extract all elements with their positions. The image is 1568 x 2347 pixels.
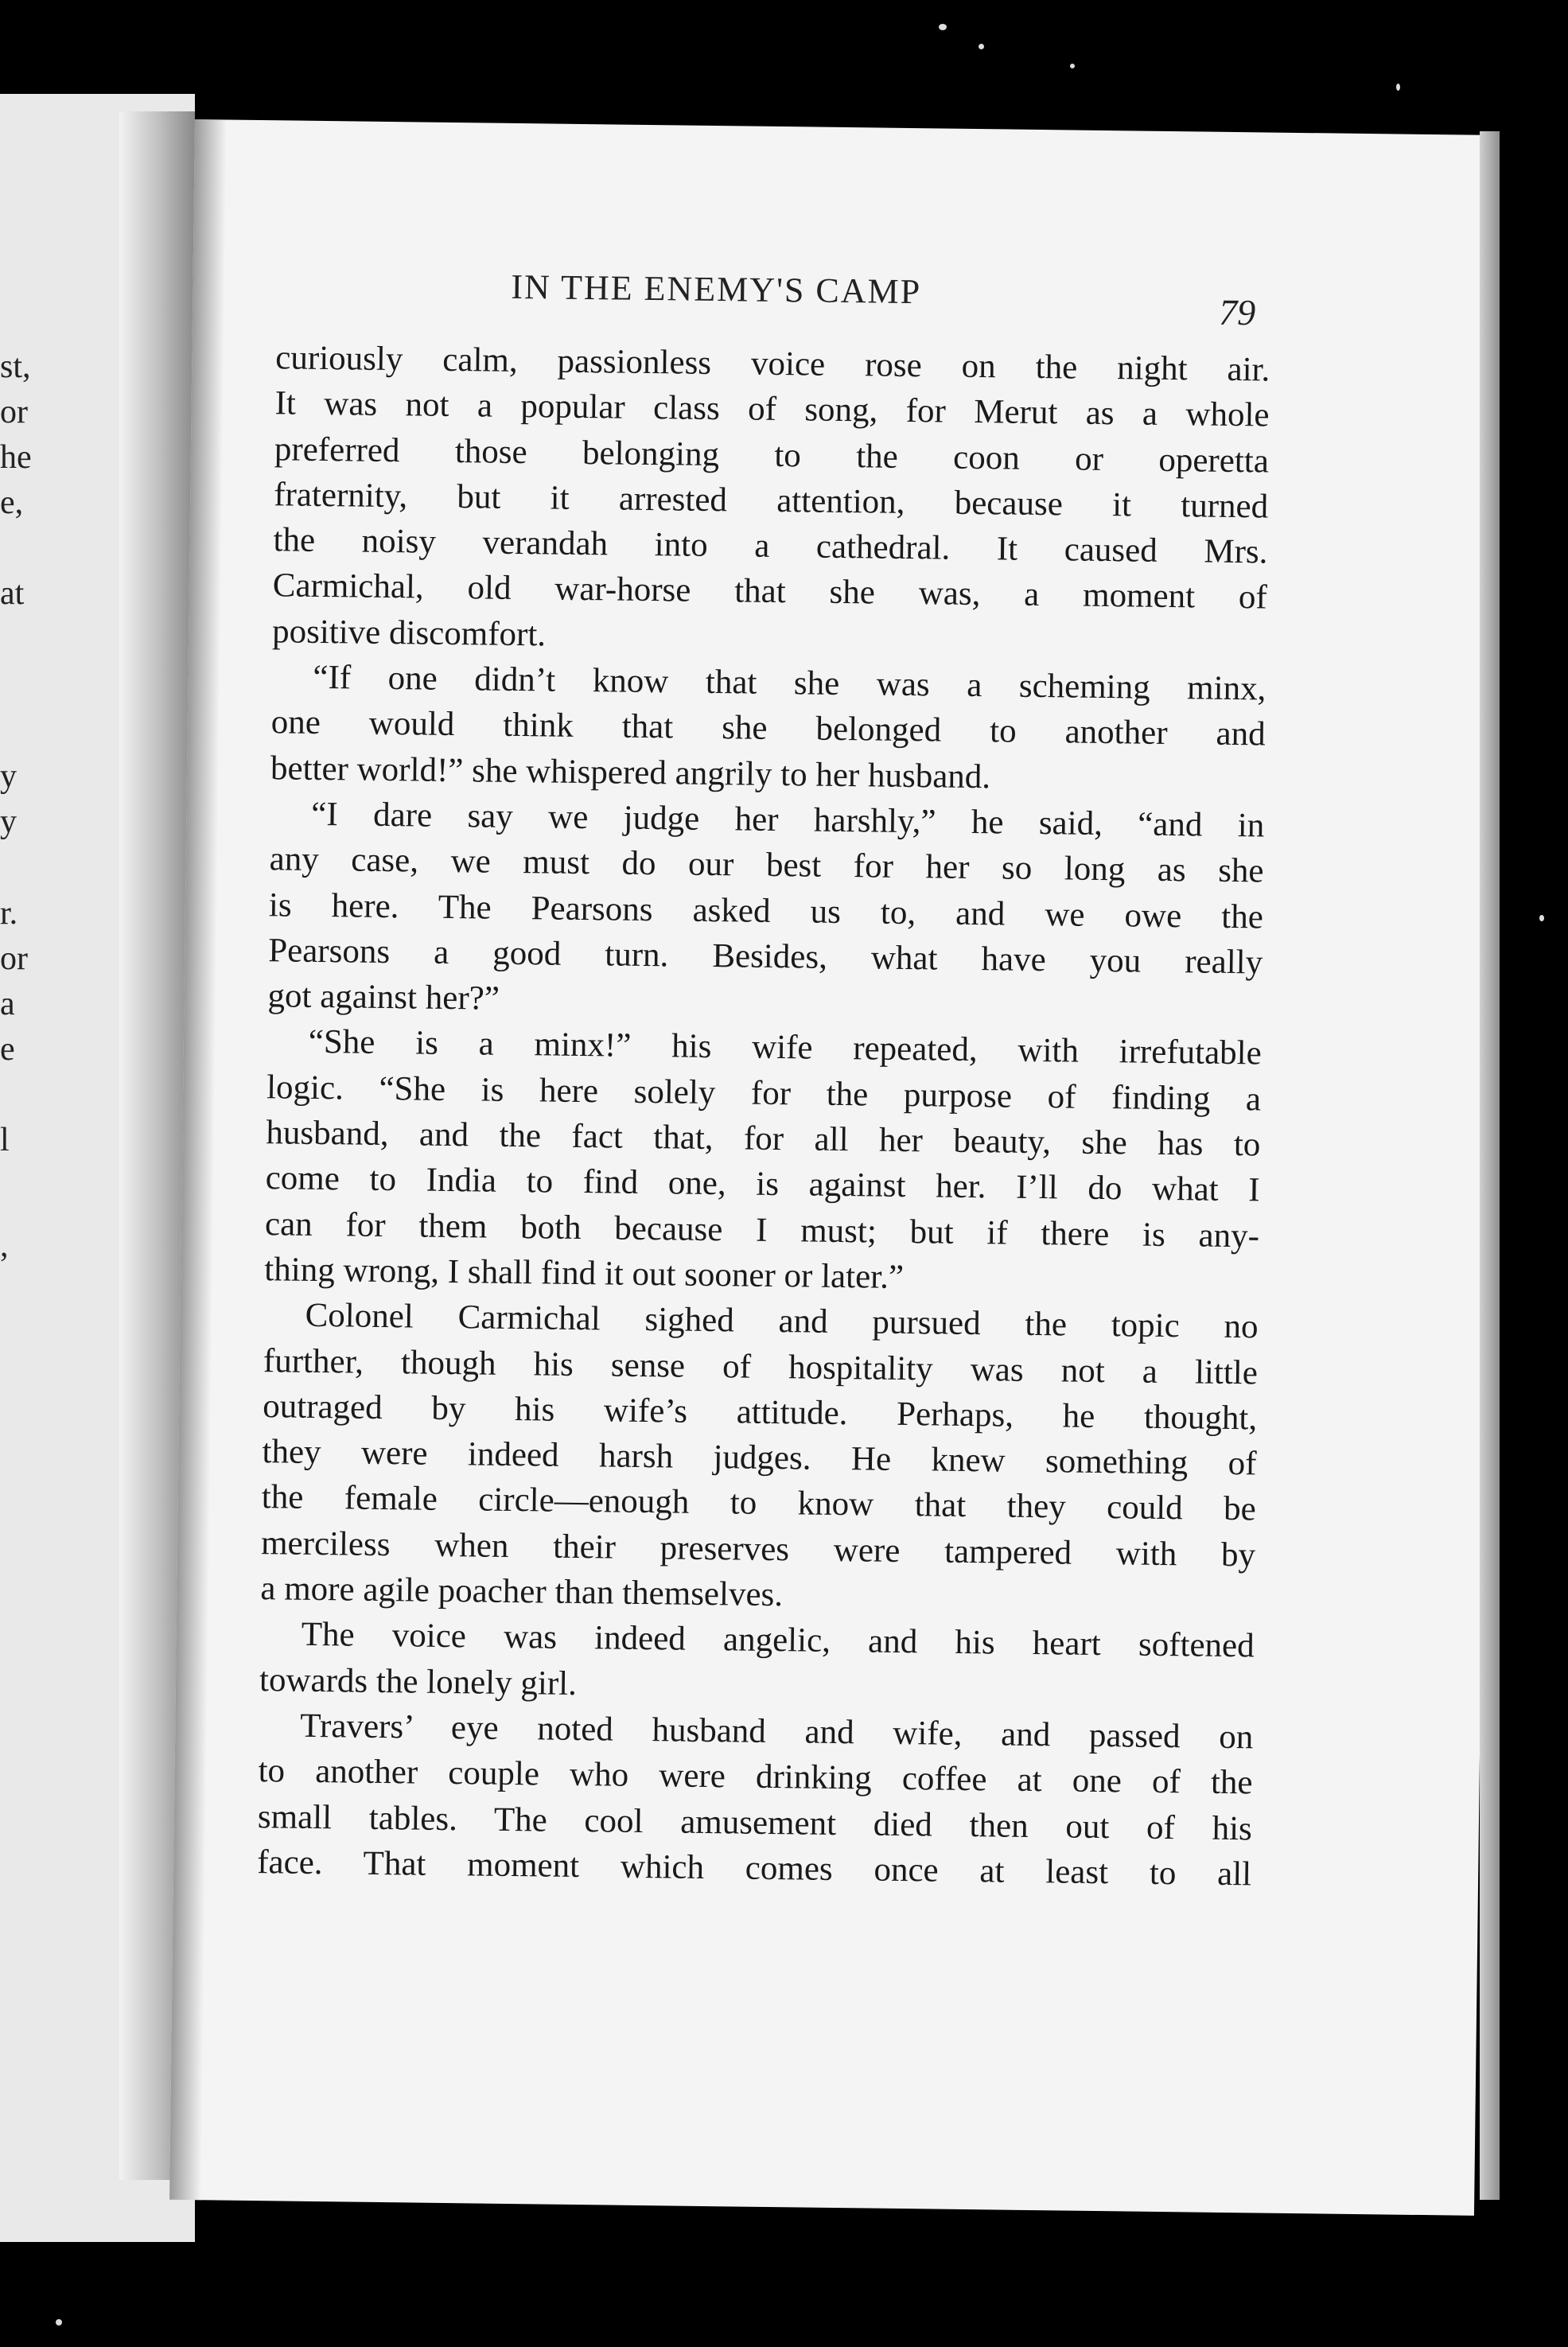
facing-page-fragment: y xyxy=(0,804,17,840)
text-line: any case, we must do our best for her so long as she xyxy=(269,840,1264,890)
facing-page-fragment: or xyxy=(0,940,28,977)
scan-speck xyxy=(1396,84,1400,91)
text-line: positive discomfort. xyxy=(271,613,547,654)
facing-page-fragment: st, xyxy=(0,348,31,385)
text-line: preferred those belonging to the coon or operetta xyxy=(274,430,1270,481)
scan-speck xyxy=(56,2319,62,2326)
text-line: Pearsons a good turn. Besides, what have you really xyxy=(267,932,1263,982)
text-line: small tables. The cool amusement died then out of his xyxy=(257,1797,1253,1847)
text-line: is here. The Pearsons asked us to, and we owe the xyxy=(268,885,1264,936)
text-line: “I dare say we judge her harshly,” he said, “and in xyxy=(311,795,1265,845)
facing-page-fragment: r. xyxy=(0,895,18,932)
facing-page-fragment: he xyxy=(0,439,32,476)
text-line: outraged by his wife’s attitude. Perhaps, he thought, xyxy=(262,1387,1258,1438)
text-line: Colonel Carmichal sighed and pursued the topic no xyxy=(305,1297,1259,1346)
text-line: a more agile poacher than themselves. xyxy=(260,1570,784,1614)
page-edge xyxy=(1480,131,1500,2200)
facing-page-fragment: or xyxy=(0,394,28,430)
scan-speck xyxy=(939,24,947,30)
text-line: can for them both because I must; but if there is any- xyxy=(264,1205,1260,1255)
page-number: 79 xyxy=(1218,291,1256,333)
scan-speck xyxy=(1070,64,1075,68)
text-line: further, though his sense of hospitality was not a little xyxy=(263,1341,1259,1391)
text-line: curiously calm, passionless voice rose on the night air. xyxy=(275,339,1270,389)
scan-speck xyxy=(1539,915,1544,921)
text-line: come to India to find one, is against her. I’ll do what I xyxy=(265,1159,1260,1209)
text-line: towards the lonely girl. xyxy=(259,1660,578,1703)
text-line: one would think that she belonged to another and xyxy=(270,703,1266,753)
text-line: logic. “She is here solely for the purpose of finding a xyxy=(266,1068,1262,1119)
text-line: Travers’ eye noted husband and wife, and passed on xyxy=(300,1707,1254,1757)
text-line: got against her?” xyxy=(267,977,500,1018)
facing-page-fragment: e xyxy=(0,1031,15,1068)
text-line: The voice was indeed angelic, and his heart softened xyxy=(301,1616,1255,1665)
text-line: face. That moment which comes once at least to all xyxy=(256,1843,1252,1894)
running-head: IN THE ENEMY'S CAMP xyxy=(511,267,922,312)
facing-page-fragment: , xyxy=(0,1228,9,1264)
text-line: fraternity, but it arrested attention, because it turned xyxy=(273,476,1269,526)
text-line: to another couple who were drinking coffee at one of the xyxy=(258,1752,1253,1802)
facing-page-fragment: l xyxy=(0,1122,10,1158)
scan-speck xyxy=(979,44,984,49)
text-line: the female circle—enough to know that they could be xyxy=(261,1478,1257,1528)
facing-page-fragment: at xyxy=(0,575,25,612)
text-line: the noisy verandah into a cathedral. It caused Mrs. xyxy=(273,521,1268,571)
text-line: better world!” she whispered angrily to her husband. xyxy=(270,749,991,796)
text-line: It was not a popular class of song, for Merut as a whole xyxy=(274,384,1270,434)
text-line: they were indeed harsh judges. He knew something of xyxy=(262,1433,1257,1483)
text-line: husband, and the fact that, for all her beauty, she has to xyxy=(266,1114,1261,1164)
book-page xyxy=(169,119,1500,2216)
text-line: merciless when their preserves were tampered with by xyxy=(260,1524,1256,1574)
facing-page-fragment: e, xyxy=(0,485,24,521)
text-line: Carmichal, old war-horse that she was, a moment of xyxy=(272,566,1268,617)
body-text xyxy=(257,335,1270,1897)
text-line: thing wrong, I shall find it out sooner or later.” xyxy=(264,1251,905,1296)
text-line: “She is a minx!” his wife repeated, with irrefutable xyxy=(308,1023,1263,1072)
facing-page-fragment: y xyxy=(0,758,17,795)
text-line: “If one didn’t know that she was a scheming minx, xyxy=(313,658,1266,708)
facing-page-fragment: a xyxy=(0,986,15,1022)
